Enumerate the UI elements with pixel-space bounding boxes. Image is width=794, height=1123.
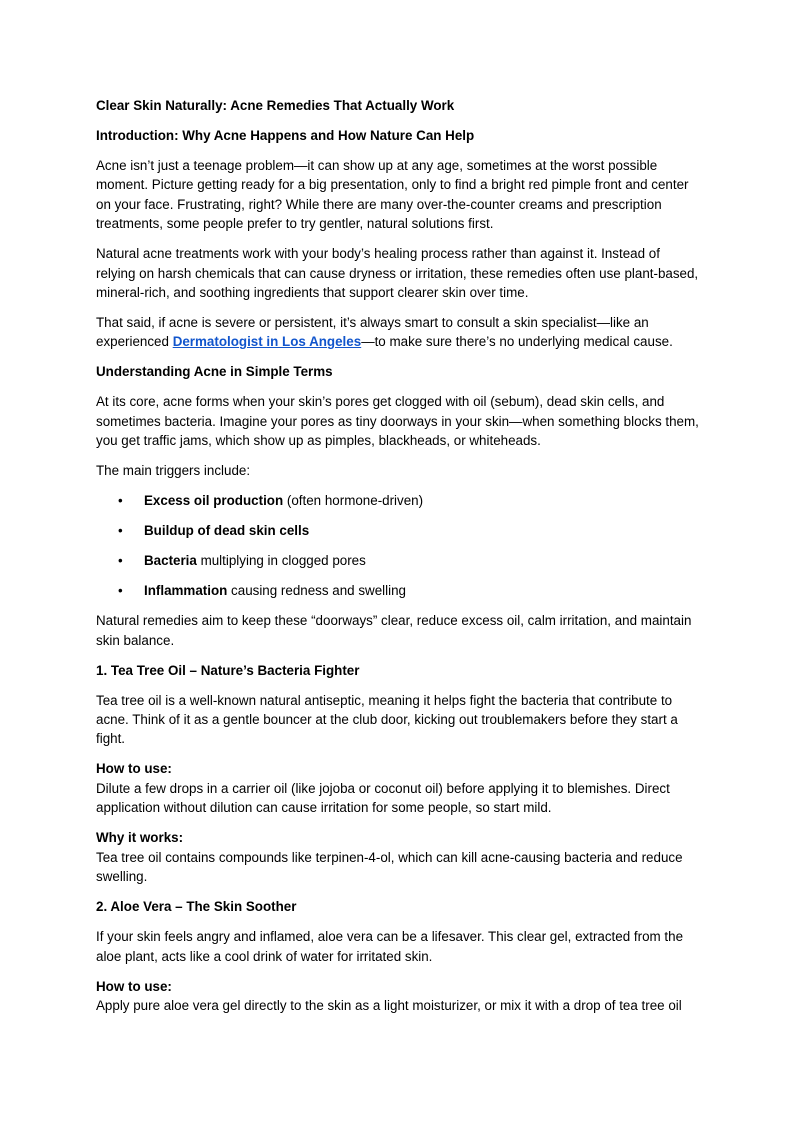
- understanding-heading: Understanding Acne in Simple Terms: [96, 364, 333, 380]
- aloe-paragraph-1: If your skin feels angry and inflamed, aloe vera can be a lifesaver. This clear gel, extracted from the aloe plant, acts like a cool drink of water for irritated skin.: [96, 929, 684, 964]
- why-it-works-label: Why it works:: [96, 830, 184, 846]
- intro-paragraph-2: Natural acne treatments work with your body’s healing process rather than against it. Instead of relying on harsh chemicals that can cause dryness or irritation, these remedies often use plant-based, mineral-rich, and soothing ingredients that support clearer skin over time.: [96, 246, 699, 301]
- trigger-bold: Bacteria: [144, 553, 197, 569]
- bullet-icon: •: [118, 583, 123, 599]
- tea-tree-why-it-works: [96, 828, 700, 886]
- list-item: [96, 551, 700, 570]
- intro-paragraph-3: [96, 313, 700, 352]
- trigger-bold: Excess oil production: [144, 493, 284, 509]
- how-to-use-label: How to use:: [96, 978, 172, 994]
- how-to-use-text: Dilute a few drops in a carrier oil (like jojoba or coconut oil) before applying it to blemishes. Direct application without dilution can cause irritation for some people, so start mild.: [96, 780, 670, 816]
- trigger-rest: (often hormone-driven): [283, 493, 424, 509]
- intro-paragraph-3-text-after: —to make sure there’s no underlying medical cause.: [361, 334, 673, 350]
- list-item: [96, 521, 700, 540]
- tea-tree-how-to-use: [96, 759, 700, 817]
- trigger-rest: causing redness and swelling: [227, 583, 406, 599]
- list-item: [96, 491, 700, 510]
- bullet-icon: •: [118, 493, 123, 509]
- tea-tree-heading: 1. Tea Tree Oil – Nature’s Bacteria Fighter: [96, 662, 360, 678]
- intro-paragraph-1: Acne isn’t just a teenage problem—it can show up at any age, sometimes at the worst possible moment. Picture getting ready for a big presentation, only to find a bright red pimple front and center on your face. Frustrating, right? While there are many over-the-counter creams and prescription treatments, some people prefer to try gentler, natural solutions first.: [96, 158, 689, 232]
- trigger-bold: Buildup of dead skin cells: [144, 523, 310, 539]
- understanding-paragraph-2: Natural remedies aim to keep these “doorways” clear, reduce excess oil, calm irritation, and maintain skin balance.: [96, 613, 692, 648]
- dermatologist-link[interactable]: Dermatologist in Los Angeles: [172, 334, 362, 350]
- document-page: [96, 96, 700, 1026]
- tea-tree-paragraph-1: Tea tree oil is a well-known natural antiseptic, meaning it helps fight the bacteria that contribute to acne. Think of it as a gentle bouncer at the club door, kicking out troublemakers before they start a fight.: [96, 692, 678, 747]
- aloe-heading: 2. Aloe Vera – The Skin Soother: [96, 899, 297, 915]
- document-title: Clear Skin Naturally: Acne Remedies That Actually Work: [96, 98, 455, 113]
- intro-paragraph-3-text-before: That said, if acne is severe or persistent, it’s always smart to consult a skin specialist—like an experienced: [96, 315, 649, 350]
- triggers-list: [96, 491, 700, 600]
- aloe-how-to-use: [96, 977, 700, 1016]
- why-it-works-text: Tea tree oil contains compounds like terpinen-4-ol, which can kill acne-causing bacteria and reduce swelling.: [96, 849, 683, 885]
- list-item: [96, 581, 700, 600]
- trigger-rest: multiplying in clogged pores: [196, 553, 366, 569]
- how-to-use-text: Apply pure aloe vera gel directly to the skin as a light moisturizer, or mix it with a drop of tea tree oil: [96, 997, 682, 1013]
- intro-heading: Introduction: Why Acne Happens and How Nature Can Help: [96, 128, 475, 143]
- triggers-intro: The main triggers include:: [96, 463, 251, 479]
- understanding-paragraph-1: At its core, acne forms when your skin’s pores get clogged with oil (sebum), dead skin cells, and sometimes bacteria. Imagine your pores as tiny doorways in your skin—when something blocks them, you get traffic jams, which show up as pimples, blackheads, or whiteheads.: [96, 394, 699, 449]
- bullet-icon: •: [118, 523, 123, 539]
- bullet-icon: •: [118, 553, 123, 569]
- trigger-bold: Inflammation: [144, 583, 228, 599]
- how-to-use-label: How to use:: [96, 761, 172, 777]
